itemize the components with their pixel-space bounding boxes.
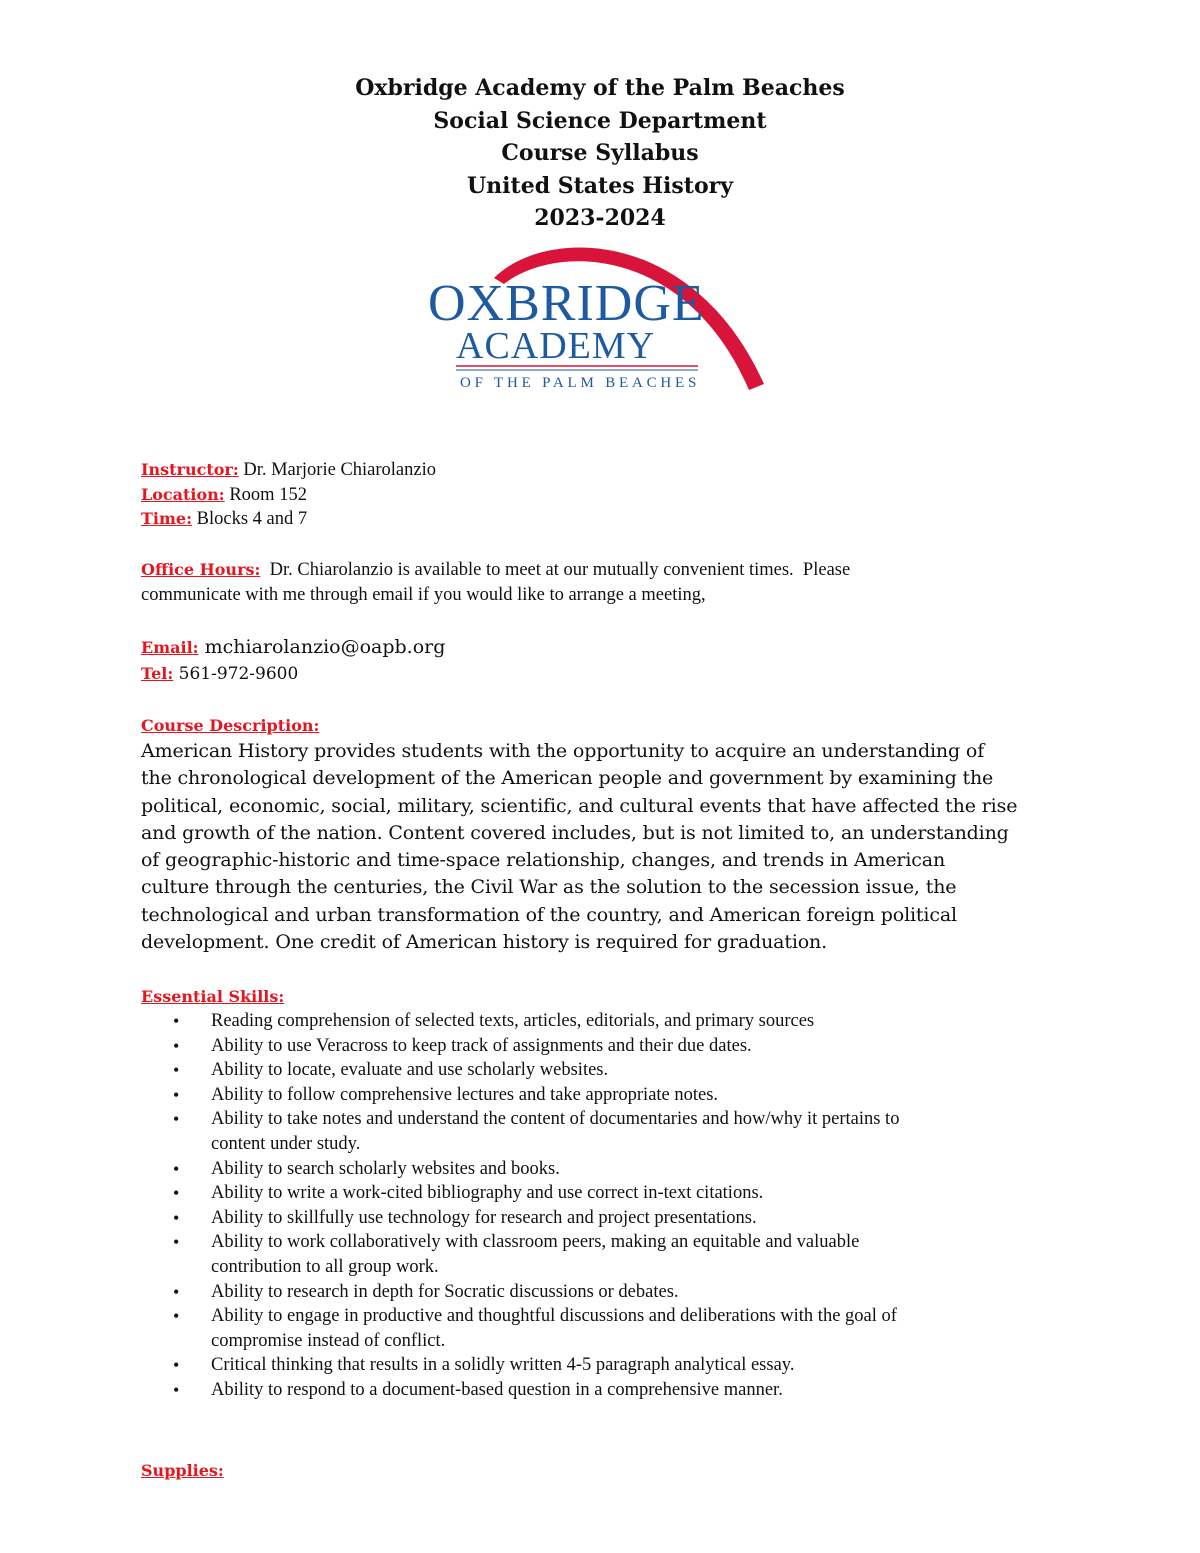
skill-item-text: contribution to all group work. <box>211 1256 439 1277</box>
instructor-value: Dr. Marjorie Chiarolanzio <box>238 460 436 480</box>
skill-item-text: Ability to work collaboratively with classroom peers, making an equitable and valuable <box>211 1232 860 1253</box>
skill-item <box>141 1206 1071 1231</box>
bullet-icon: • <box>173 1183 180 1204</box>
skill-item-text: Ability to write a work-cited bibliography and use correct in-text citations. <box>211 1183 764 1204</box>
course-description-line: and growth of the nation. Content covered includes, but is not limited to, an understanding <box>141 821 1009 844</box>
skill-item-text: Ability to use Veracross to keep track of assignments and their due dates. <box>211 1035 752 1056</box>
instructor-info <box>141 458 1071 532</box>
skill-item <box>141 1353 1071 1378</box>
essential-skills-list <box>141 1009 1071 1403</box>
skill-item-text: Ability to respond to a document-based question in a comprehensive manner. <box>211 1379 783 1400</box>
course-description-label: Course Description: <box>141 716 320 735</box>
time-label: Time: <box>141 509 192 528</box>
skill-item-text: Ability to skillfully use technology for research and project presentations. <box>211 1207 757 1228</box>
skill-item-text: Ability to search scholarly websites and books. <box>211 1158 560 1179</box>
course-description-line: technological and urban transformation of the country, and American foreign political <box>141 903 957 926</box>
contact-info <box>141 635 1071 687</box>
skill-item <box>141 1378 1071 1403</box>
course-description-line: of geographic-historic and time-space relationship, changes, and trends in American <box>141 849 946 872</box>
email-line <box>141 635 1071 661</box>
instructor-line <box>141 458 1071 483</box>
bullet-icon: • <box>173 1060 180 1081</box>
bullet-icon: • <box>173 1084 180 1105</box>
tel-label: Tel: <box>141 664 174 683</box>
bullet-icon: • <box>173 1379 180 1400</box>
skill-item-text: Ability to take notes and understand the content of documentaries and how/why it pertains to <box>211 1109 900 1130</box>
skill-item-text: Ability to engage in productive and thoughtful discussions and deliberations with the goal of <box>211 1306 897 1327</box>
skill-item <box>141 1083 1071 1108</box>
time-line <box>141 507 1071 532</box>
bullet-icon: • <box>173 1281 180 1302</box>
email-value: mchiarolanzio@oapb.org <box>198 636 446 658</box>
skill-item-text: Ability to locate, evaluate and use scholarly websites. <box>211 1060 609 1081</box>
course-title: United States History <box>467 172 733 199</box>
email-label: Email: <box>141 638 199 657</box>
course-description-line: development. One credit of American history is required for graduation. <box>141 931 828 954</box>
office-hours-label: Office Hours: <box>141 560 261 579</box>
document-type: Course Syllabus <box>501 140 699 166</box>
course-description-line: American History provides students with the opportunity to acquire an understanding of <box>141 740 985 762</box>
department-name: Social Science Department <box>433 107 767 134</box>
office-hours-line1 <box>141 558 1071 583</box>
essential-skills-label: Essential Skills: <box>141 987 285 1006</box>
bullet-icon: • <box>173 1035 180 1056</box>
logo-tagline: OF THE PALM BEACHES <box>460 375 701 391</box>
bullet-icon: • <box>173 1011 180 1031</box>
skill-item <box>141 1230 1071 1279</box>
office-hours <box>141 558 1071 607</box>
skill-item <box>141 1009 1071 1034</box>
oxbridge-academy-logo <box>426 244 766 394</box>
school-year: 2023-2024 <box>534 205 666 231</box>
skill-item <box>141 1157 1071 1182</box>
course-description-line: political, economic, social, military, scientific, and cultural events that have affected the rise <box>141 794 1018 817</box>
logo-word-oxbridge: OXBRIDGE <box>428 275 705 332</box>
bullet-icon: • <box>173 1109 180 1130</box>
location-label: Location: <box>141 484 225 504</box>
bullet-icon: • <box>173 1355 180 1376</box>
skill-item <box>141 1181 1071 1206</box>
location-value: Room 152 <box>224 484 307 505</box>
supplies-label: Supplies: <box>141 1461 224 1480</box>
tel-line <box>141 661 1071 687</box>
logo-word-academy: ACADEMY <box>456 325 656 367</box>
essential-skills <box>141 984 1071 1403</box>
course-description-text <box>141 738 1071 956</box>
skill-item-text: Critical thinking that results in a solidly written 4-5 paragraph analytical essay. <box>211 1355 795 1376</box>
bullet-icon: • <box>173 1232 180 1253</box>
skill-item-text: Ability to research in depth for Socratic discussions or debates. <box>211 1281 679 1302</box>
office-hours-text1: Dr. Chiarolanzio is available to meet at our mutually convenient times. Please <box>260 560 851 580</box>
skill-item-text: content under study. <box>211 1133 361 1154</box>
office-hours-line2: communicate with me through email if you would like to arrange a meeting, <box>141 584 706 605</box>
supplies-section <box>141 1458 1071 1483</box>
skill-item-text: Reading comprehension of selected texts, articles, editorials, and primary sources <box>211 1011 815 1031</box>
skill-item <box>141 1304 1071 1353</box>
tel-value: 561-972-9600 <box>173 664 299 684</box>
course-description-line: culture through the centuries, the Civil War as the solution to the secession issue, the <box>141 876 957 899</box>
instructor-label: Instructor: <box>141 460 239 479</box>
school-name: Oxbridge Academy of the Palm Beaches <box>355 75 845 101</box>
skill-item-text: compromise instead of conflict. <box>211 1330 446 1351</box>
skill-item <box>141 1058 1071 1083</box>
time-value: Blocks 4 and 7 <box>192 509 308 529</box>
course-description-line: the chronological development of the American people and government by examining the <box>141 767 994 790</box>
bullet-icon: • <box>173 1207 180 1228</box>
skill-item-text: Ability to follow comprehensive lectures and take appropriate notes. <box>211 1084 719 1105</box>
skill-item <box>141 1034 1071 1059</box>
skill-item <box>141 1107 1071 1156</box>
bullet-icon: • <box>173 1158 180 1179</box>
course-description <box>141 713 1071 956</box>
location-line <box>141 483 1071 508</box>
bullet-icon: • <box>173 1306 180 1327</box>
skill-item <box>141 1280 1071 1305</box>
document-header <box>0 72 1200 235</box>
